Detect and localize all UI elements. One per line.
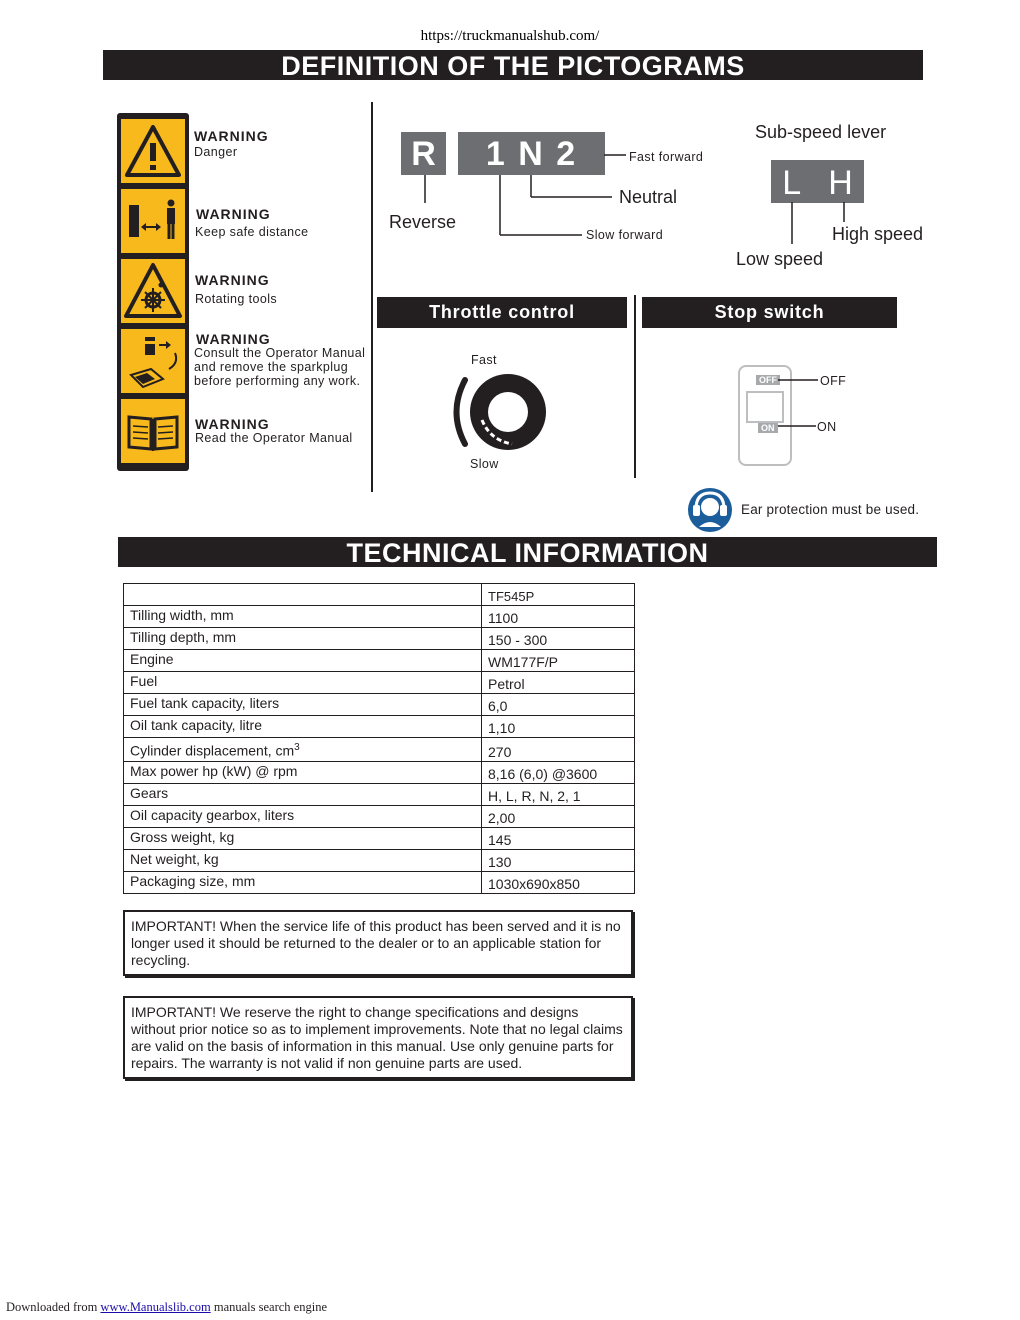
table-row — [124, 871, 635, 893]
warning-text: Keep safe distance — [195, 225, 309, 239]
row-label: Tilling width, mm — [124, 606, 482, 628]
warning-text: Danger — [194, 145, 238, 159]
on-label: ON — [817, 420, 837, 434]
sub-speed-box: L H — [771, 160, 864, 203]
source-url: https://truckmanualshub.com/ — [420, 28, 600, 44]
low-speed-label: Low speed — [736, 249, 824, 269]
pictograms-title: DEFINITION OF THE PICTOGRAMS — [103, 50, 923, 80]
row-label: Engine — [124, 650, 482, 672]
footer-prefix: Downloaded from — [6, 1300, 101, 1314]
spec-table — [123, 583, 635, 894]
rotating-tools-icon — [119, 257, 187, 325]
fast-forward-label: Fast forward — [629, 150, 704, 164]
throttle-dial-icon — [450, 372, 550, 452]
off-label: OFF — [820, 374, 847, 388]
warning-text: Rotating tools — [195, 292, 278, 306]
operator-manual-icon — [119, 397, 187, 465]
warning-text-line: Consult the Operator Manual — [194, 346, 366, 360]
row-label: Net weight, kg — [124, 849, 482, 871]
high-speed-label: High speed — [832, 224, 924, 244]
row-value: 1100 — [482, 606, 635, 628]
row-value: 145 — [482, 827, 635, 849]
warning-text: Read the Operator Manual — [195, 431, 353, 445]
table-row — [124, 628, 635, 650]
table-row — [124, 672, 635, 694]
table-row — [124, 827, 635, 849]
table-row — [124, 783, 635, 805]
row-label: Oil tank capacity, litre — [124, 716, 482, 738]
table-row — [124, 584, 635, 606]
row-value: WM177F/P — [482, 650, 635, 672]
row-value: 130 — [482, 849, 635, 871]
throttle-fast-label: Fast — [471, 353, 497, 367]
table-row — [124, 716, 635, 738]
sparkplug-icon — [119, 327, 187, 395]
table-row — [124, 738, 635, 762]
row-value: 2,00 — [482, 805, 635, 827]
row-label: Max power hp (kW) @ rpm — [124, 761, 482, 783]
row-label: Gross weight, kg — [124, 827, 482, 849]
row-value: 150 - 300 — [482, 628, 635, 650]
on-mark: ON — [758, 423, 778, 433]
warning-title: WARNING — [194, 128, 269, 144]
safe-distance-icon — [119, 187, 187, 255]
footer-link[interactable]: www.Manualslib.com — [100, 1300, 211, 1314]
ear-protection-icon — [687, 487, 733, 533]
table-row — [124, 606, 635, 628]
row-value: 8,16 (6,0) @3600 — [482, 761, 635, 783]
specifications-notice: IMPORTANT! We reserve the right to change specifications and designs without prior notice so as to implement improvements. Note that no legal claims are valid on the basis of information in this manual. Use only genuine parts for repairs. The warranty is not valid if non genuine parts are used. — [123, 996, 633, 1079]
row-label: Gears — [124, 783, 482, 805]
row-value: H, L, R, N, 2, 1 — [482, 783, 635, 805]
row-value: 1,10 — [482, 716, 635, 738]
footer-suffix: manuals search engine — [210, 1300, 327, 1314]
warning-text-line: and remove the sparkplug — [194, 360, 349, 374]
table-row — [124, 761, 635, 783]
row-value: 270 — [482, 738, 635, 762]
row-label-cell — [124, 738, 482, 762]
row-value: 1030x690x850 — [482, 871, 635, 893]
gear-forward-box: 1 N 2 — [458, 132, 605, 175]
warning-title: WARNING — [196, 206, 271, 222]
warning-title: WARNING — [195, 416, 270, 432]
table-row — [124, 849, 635, 871]
divider — [634, 295, 636, 478]
row-label: Packaging size, mm — [124, 871, 482, 893]
ear-protection-text: Ear protection must be used. — [741, 502, 920, 517]
divider — [371, 102, 373, 492]
neutral-label: Neutral — [619, 187, 678, 207]
stop-switch-title: Stop switch — [642, 297, 897, 328]
row-label-sup: 3 — [294, 742, 300, 753]
sub-speed-title: Sub-speed lever — [755, 122, 887, 142]
warning-title: WARNING — [196, 331, 271, 347]
footer — [6, 1300, 327, 1315]
table-row — [124, 650, 635, 672]
model-cell: TF545P — [482, 584, 635, 606]
row-value: Petrol — [482, 672, 635, 694]
warning-text-line: before performing any work. — [194, 374, 361, 388]
row-label: Fuel — [124, 672, 482, 694]
table-row — [124, 805, 635, 827]
danger-triangle-icon — [119, 117, 187, 185]
technical-title: TECHNICAL INFORMATION — [118, 537, 937, 567]
throttle-slow-label: Slow — [470, 457, 499, 471]
reverse-label: Reverse — [389, 212, 457, 232]
warning-title: WARNING — [195, 272, 270, 288]
slow-forward-label: Slow forward — [586, 228, 664, 242]
row-label: Oil capacity gearbox, liters — [124, 805, 482, 827]
row-label: Tilling depth, mm — [124, 628, 482, 650]
off-mark: OFF — [756, 375, 780, 385]
recycling-notice: IMPORTANT! When the service life of this product has been served and it is no longer used it should be returned to the dealer or to an applicable station for recycling. — [123, 910, 633, 976]
gear-reverse-box: R — [401, 132, 446, 175]
throttle-title: Throttle control — [377, 297, 627, 328]
row-label: Cylinder displacement, cm — [130, 742, 295, 759]
row-label: Fuel tank capacity, liters — [124, 694, 482, 716]
table-row — [124, 694, 635, 716]
row-value: 6,0 — [482, 694, 635, 716]
